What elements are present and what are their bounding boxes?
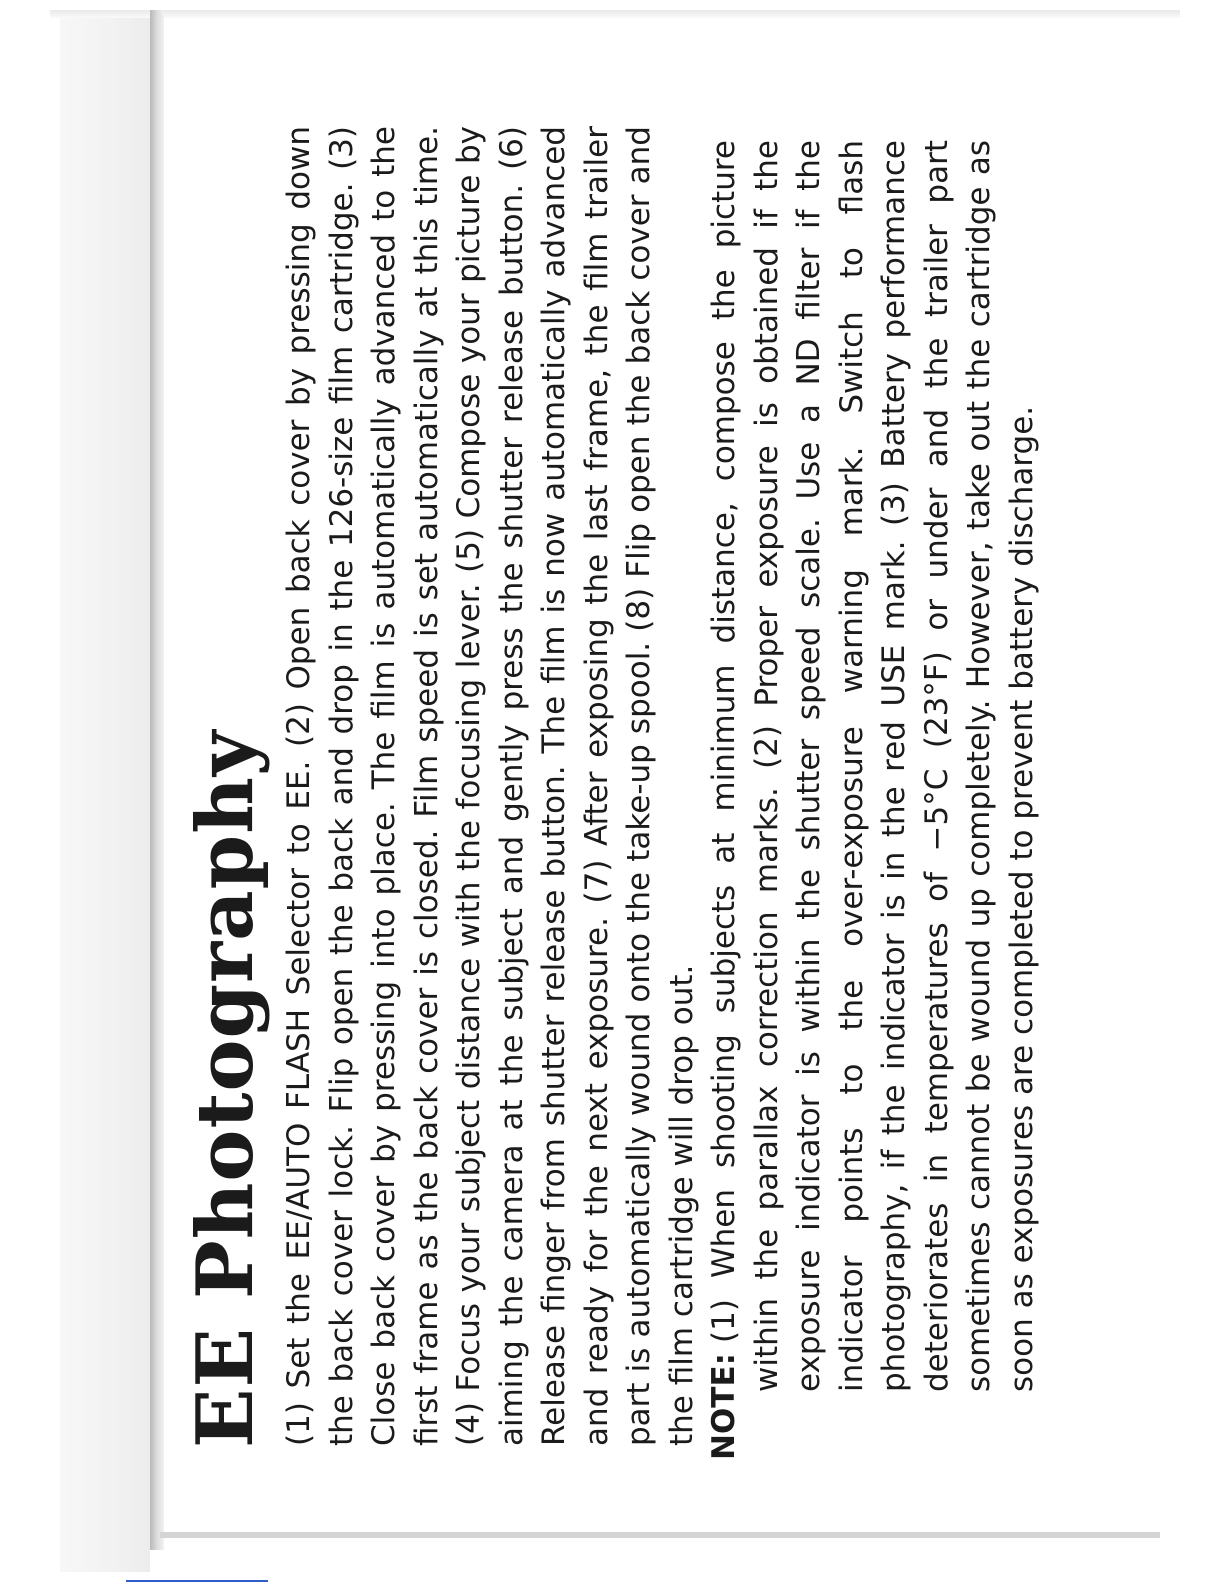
note-label: NOTE: [706,1352,742,1460]
instructions-paragraph: (1) Set the EE/AUTO FLASH Selector to EE. (2) Open back cover by pressing down the back cover lock. Flip open the back and drop in the 126-size film cartridge. (3) Close back cover by pressing into place. The film is automatically advanced to the first frame as the back cover is closed. Film speed is set automatically at this time. (4) Focus your subject distance with the focusing lever. (5) Compose your picture by aiming the camera at the subject and gently press the shutter release button. (6) Release finger from shutter release button. The film is now automatically advanced and ready for the next exposure. (7) After exposing the last frame, the film trailer part is automatically wound onto the take-up spool. (8) Flip open the back cover and the film cartridge will drop out. [281,126,700,1446]
rotated-text-panel [180,20,1100,1460]
blue-underline-mark [126,1580,268,1582]
binding-shadow [60,12,150,1572]
page-spine-edge [150,10,164,1550]
page-bottom-edge [160,1532,1160,1538]
page-top-edge [50,10,1180,18]
note-body: (1) When shooting subjects at minimum distance, compose the picture within the parallax correction marks. (2) Proper exposure is obtained if the exposure indicator is within the shutter speed scale. Use a ND filter if the indicator points to the over-exposure warning mark. Switch to flash photography, if the indicator is in the red USE mark. (3) Battery performance deteriorates in temperatures of −5°C (23°F) or under and the trailer part sometimes cannot be wound up completely. However, take out the cartridge as soon as exposures are completed to prevent battery discharge. [706,140,1040,1392]
note-section [703,140,1043,1460]
page-title: EE Photography [180,729,271,1448]
